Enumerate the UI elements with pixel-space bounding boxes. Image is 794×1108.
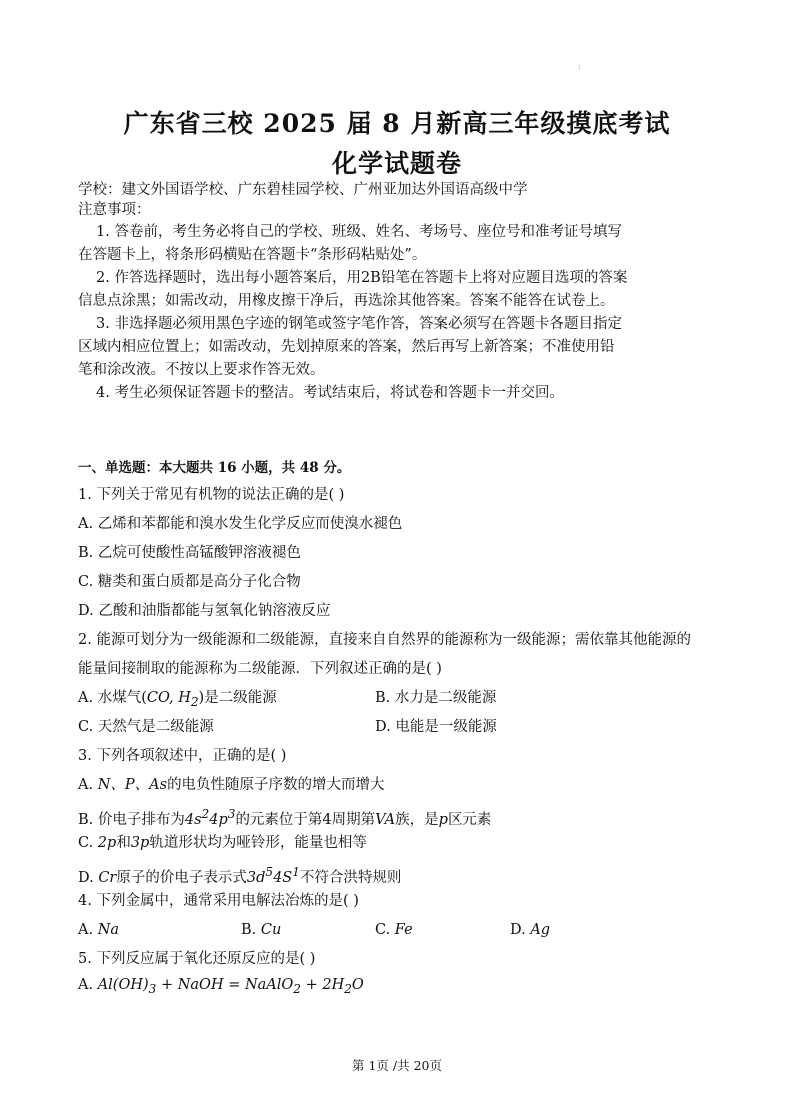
formula: Ag bbox=[530, 922, 551, 938]
formula: CO, H bbox=[146, 690, 191, 706]
option-text: D. bbox=[78, 869, 99, 886]
formula: Al(OH) bbox=[97, 977, 149, 993]
option-text: B. bbox=[241, 922, 261, 938]
notice-line: 信息点涂黑；如需改动，用橡皮擦干净后，再选涂其他答案。答案不能答在试卷上。 bbox=[78, 293, 615, 309]
exam-title: 广东省三校 2025 届 8 月新高三年级摸底考试 bbox=[123, 109, 671, 138]
question-1-option-a: A. 乙烯和苯都能和溴水发生化学反应而使溴水褪色 bbox=[78, 516, 403, 532]
superscript: 5 bbox=[265, 865, 274, 879]
question-3-option-a bbox=[78, 775, 385, 795]
exam-subtitle: 化学试题卷 bbox=[331, 149, 462, 178]
option-text: 区元素 bbox=[447, 811, 492, 828]
formula: VA bbox=[375, 811, 396, 828]
formula: Na bbox=[97, 922, 120, 938]
formula: 4s bbox=[184, 811, 202, 828]
option-text: 和 bbox=[116, 835, 131, 851]
question-4-option-b bbox=[241, 920, 281, 940]
corner-mark: : bbox=[578, 62, 581, 71]
option-text: 轨道形状均为哑铃形，能量也相等 bbox=[149, 835, 367, 851]
question-3-stem: 3. 下列各项叙述中，正确的是( ) bbox=[78, 748, 287, 764]
subscript: 2 bbox=[190, 694, 199, 709]
page-footer: 第 1页 /共 20页 bbox=[352, 1058, 442, 1073]
formula: + 2H bbox=[300, 977, 345, 993]
option-text: C. bbox=[78, 835, 98, 851]
question-4-stem: 4. 下列金属中，通常采用电解法冶炼的是( ) bbox=[78, 893, 359, 909]
superscript: 2 bbox=[201, 807, 210, 821]
question-1-option-b: B. 乙烷可使酸性高锰酸钾溶液褪色 bbox=[78, 545, 301, 561]
formula: 4p bbox=[209, 811, 228, 828]
question-3-option-b bbox=[78, 804, 491, 830]
formula: 3d bbox=[246, 869, 266, 886]
question-2-option-d: D. 电能是一级能源 bbox=[375, 719, 497, 735]
notice-line: 区域内相应位置上；如需改动，先划掉原来的答案，然后再写上新答案；不准使用铅 bbox=[78, 339, 615, 355]
notice-line: 在答题卡上，将条形码横贴在答题卡“条形码粘贴处”。 bbox=[78, 247, 427, 263]
option-text: A. 水煤气( bbox=[78, 690, 147, 706]
option-text: 族，是 bbox=[395, 811, 439, 828]
superscript: 1 bbox=[292, 865, 300, 879]
option-text: B. 价电子排布为 bbox=[78, 811, 185, 828]
schools-line: 学校：建文外国语学校、广东碧桂园学校、广州亚加达外国语高级中学 bbox=[78, 182, 528, 198]
option-text: 不符合洪特规则 bbox=[299, 869, 402, 886]
formula: p bbox=[438, 811, 448, 828]
question-1-option-c: C. 糖类和蛋白质都是高分子化合物 bbox=[78, 574, 301, 590]
question-4-option-d bbox=[510, 920, 550, 940]
formula: + NaOH = NaAlO bbox=[156, 977, 294, 993]
section-heading: 一、单选题：本大题共 16 小题，共 48 分。 bbox=[78, 460, 351, 476]
formula: 3p bbox=[130, 835, 150, 851]
option-text: D. bbox=[510, 922, 531, 938]
question-5-stem: 5. 下列反应属于氧化还原反应的是( ) bbox=[78, 951, 316, 967]
formula: 2p bbox=[97, 835, 117, 851]
subscript: 2 bbox=[344, 981, 352, 996]
question-1-stem: 1. 下列关于常见有机物的说法正确的是( ) bbox=[78, 487, 345, 503]
question-3-option-c bbox=[78, 833, 367, 853]
formula: 4S bbox=[273, 869, 293, 886]
option-text: 原子的价电子表示式 bbox=[116, 869, 247, 886]
option-text: 的电负性随原子序数的增大而增大 bbox=[167, 777, 385, 793]
question-2-stem: 2. 能源可划分为一级能源和二级能源，直接来自自然界的能源称为一级能源；需依靠其他能源的 bbox=[78, 632, 691, 648]
option-text: )是二级能源 bbox=[198, 690, 277, 706]
notice-heading: 注意事项： bbox=[78, 202, 151, 218]
question-4-option-c bbox=[375, 920, 413, 940]
question-2-option-c: C. 天然气是二级能源 bbox=[78, 719, 214, 735]
question-1-option-d: D. 乙酸和油脂都能与氢氧化钠溶液反应 bbox=[78, 603, 331, 619]
formula: N、P、As bbox=[97, 777, 168, 793]
formula: Cu bbox=[260, 922, 282, 938]
question-2-stem-cont: 能量间接制取的能源称为二级能源．下列叙述正确的是( ) bbox=[78, 661, 442, 677]
option-text: A. bbox=[78, 777, 98, 793]
question-5-option-a bbox=[78, 975, 364, 999]
notice-line: 4. 考生必须保证答题卡的整洁。考试结束后，将试卷和答题卡一并交回。 bbox=[96, 385, 564, 401]
formula: Cr bbox=[98, 869, 117, 886]
option-text: C. bbox=[375, 922, 395, 938]
superscript: 3 bbox=[227, 807, 236, 821]
option-text: A. bbox=[78, 977, 98, 993]
question-2-option-b: B. 水力是二级能源 bbox=[375, 690, 497, 706]
subscript: 2 bbox=[293, 981, 301, 996]
option-text: A. bbox=[78, 922, 98, 938]
notice-line: 2. 作答选择题时，选出每小题答案后，用2B铅笔在答题卡上将对应题目选项的答案 bbox=[96, 270, 628, 286]
formula: O bbox=[351, 977, 364, 993]
formula: Fe bbox=[394, 922, 413, 938]
notice-line: 1. 答卷前，考生务必将自己的学校、班级、姓名、考场号、座位号和准考证号填写 bbox=[96, 224, 622, 240]
subscript: 3 bbox=[148, 981, 157, 996]
notice-line: 笔和涂改液。不按以上要求作答无效。 bbox=[78, 362, 325, 378]
option-text: 的元素位于第4周期第 bbox=[235, 811, 376, 828]
question-2-option-a bbox=[78, 688, 277, 712]
notice-line: 3. 非选择题必须用黑色字迹的钢笔或签字笔作答，答案必须写在答题卡各题目指定 bbox=[96, 316, 622, 332]
question-4-option-a bbox=[78, 920, 119, 940]
question-3-option-d bbox=[78, 862, 401, 888]
